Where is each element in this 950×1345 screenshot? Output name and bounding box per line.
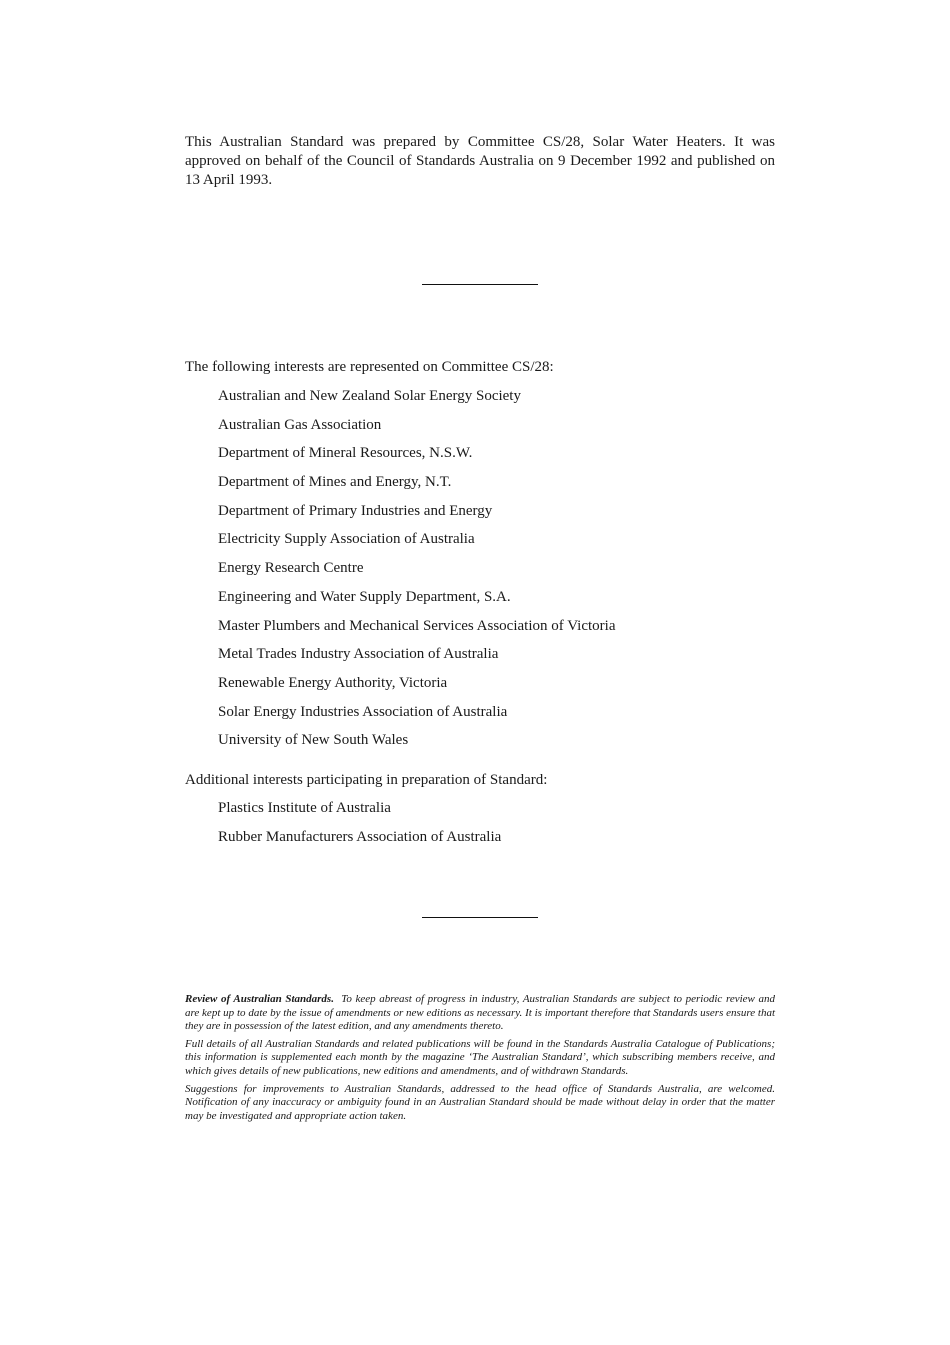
committee-member: Engineering and Water Supply Department, S.A. — [218, 588, 511, 605]
additional-member: Rubber Manufacturers Association of Australia — [218, 828, 502, 845]
review-footnote-text: To keep abreast of progress in industry, Australian Standards are subject to periodic review and are kept up to date by the issue of amendments or new editions as necessary. It is important therefore that Standards users ensure that they are in possession of the latest edition, and any amendments thereto. — [185, 993, 775, 1033]
footnotes — [185, 993, 775, 1127]
committee-member: Renewable Energy Authority, Victoria — [218, 674, 448, 691]
section-divider-bottom — [422, 917, 538, 918]
additional-member-list — [218, 799, 501, 856]
committee-member: Department of Primary Industries and Energy — [218, 502, 493, 519]
committee-member: Department of Mineral Resources, N.S.W. — [218, 445, 473, 462]
committee-member: Master Plumbers and Mechanical Services Association of Victoria — [218, 617, 616, 634]
section-divider-top — [422, 284, 538, 285]
suggestions-footnote: Suggestions for improvements to Australian Standards, addressed to the head office of Standards Australia, are welcomed. Notification of any inaccuracy or ambiguity found in an Australian Standard should be made without delay in order that the matter may be investigated and appropriate action taken. — [185, 1082, 775, 1122]
intro-paragraph: This Australian Standard was prepared by Committee CS/28, Solar Water Heaters. It was approved on behalf of the Council of Standards Australia on 9 December 1992 and published on 13 April 1993. — [185, 134, 775, 188]
additional-interests-heading: Additional interests participating in preparation of Standard: — [185, 772, 548, 788]
committee-heading: The following interests are represented on Committee CS/28: — [185, 359, 554, 375]
committee-member: Australian and New Zealand Solar Energy Society — [218, 388, 521, 404]
review-footnote — [185, 993, 775, 1034]
committee-member: Metal Trades Industry Association of Australia — [218, 646, 499, 663]
committee-member: Australian Gas Association — [218, 416, 382, 433]
committee-member: University of New South Wales — [218, 732, 409, 749]
committee-member: Energy Research Centre — [218, 560, 364, 577]
committee-member: Solar Energy Industries Association of Australia — [218, 703, 508, 720]
committee-member: Electricity Supply Association of Australia — [218, 531, 475, 548]
details-footnote: Full details of all Australian Standards and related publications will be found in the Standards Australia Catalogue of Publications; this information is supplemented each month by the magazine ‘The Australian Standard’, which subscribing members receive, and which gives details of new publications, new editions and amendments, and of withdrawn Standards. — [185, 1037, 775, 1077]
committee-member: Department of Mines and Energy, N.T. — [218, 474, 452, 491]
additional-member: Plastics Institute of Australia — [218, 800, 391, 816]
committee-member-list — [218, 387, 615, 760]
review-footnote-title: Review of Australian Standards. — [185, 993, 334, 1005]
